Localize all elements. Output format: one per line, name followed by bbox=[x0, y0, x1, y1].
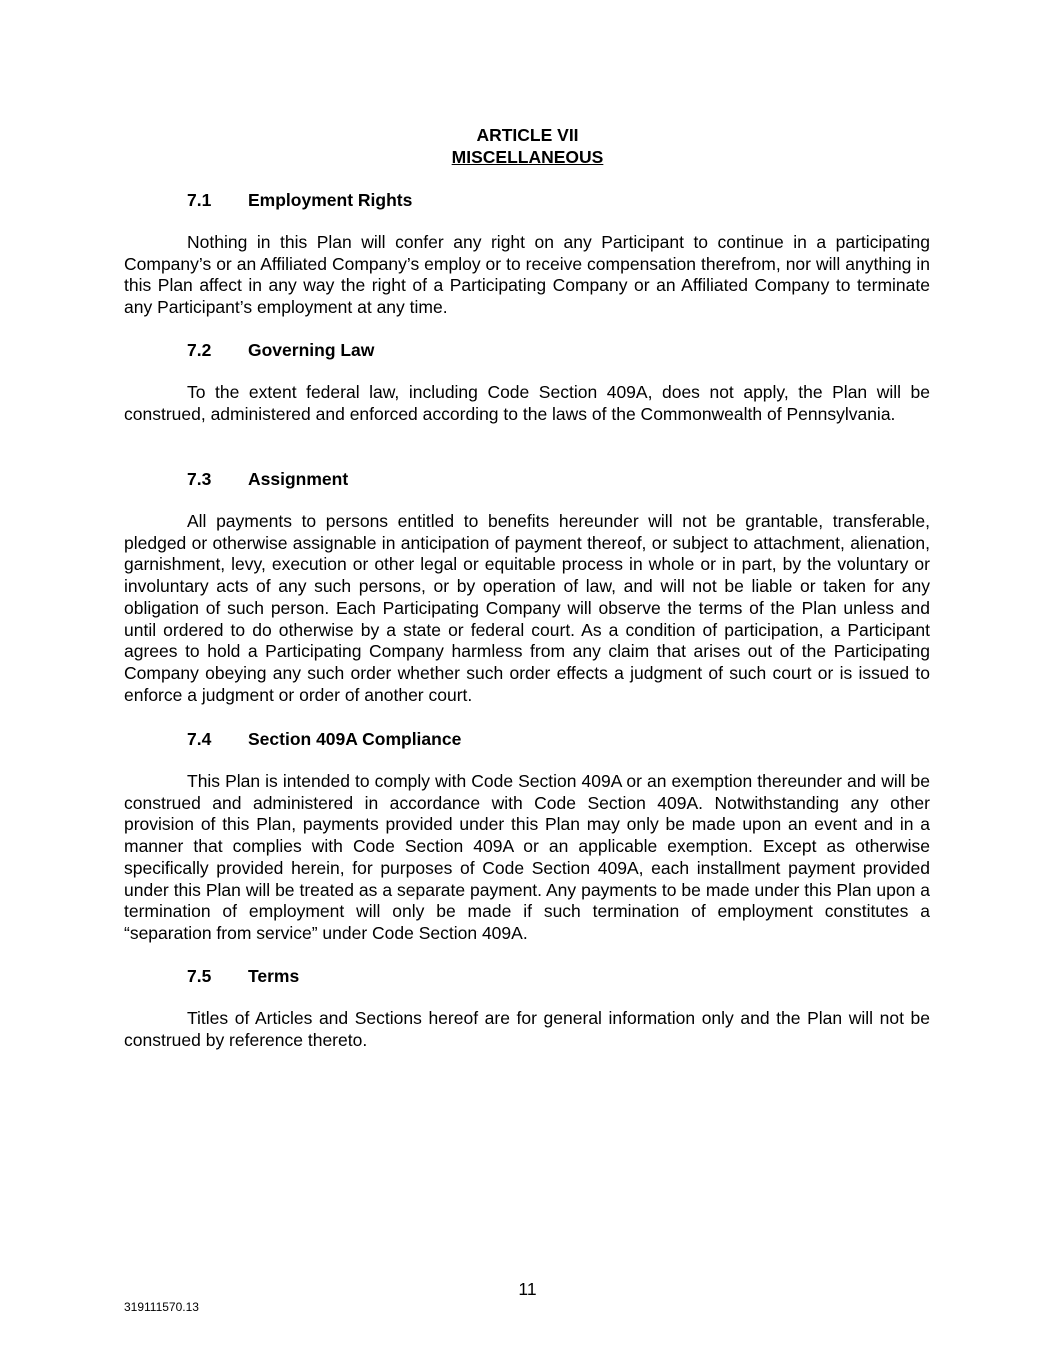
section-heading-7-1 bbox=[187, 189, 412, 211]
page-number: 11 bbox=[518, 1279, 537, 1299]
section-title: Governing Law bbox=[248, 340, 375, 360]
section-title: Assignment bbox=[248, 469, 349, 489]
section-body-7-1: Nothing in this Plan will confer any right on any Participant to continue in a participating Company’s or an Affiliated Company’s employ or to receive compensation therefrom, nor will anything in this Plan affect in any way the right of a Participating Company or an Affiliated Company to terminate any Participant’s employment at any time. bbox=[124, 232, 930, 318]
section-heading-7-2 bbox=[187, 339, 374, 361]
section-heading-7-3 bbox=[187, 468, 348, 490]
section-body-7-4: This Plan is intended to comply with Code Section 409A or an exemption thereunder and will be construed and administered in accordance with Code Section 409A. Notwithstanding any other provision of this Plan, payments provided under this Plan may only be made upon an event and in a manner that complies with Code Section 409A or an applicable exemption. Except as otherwise specifically provided herein, for purposes of Code Section 409A, each installment payment provided under this Plan will be treated as a separate payment. Any payments to be made under this Plan upon a termination of employment will only be made if such termination of employment constitutes a “separation from service” under Code Section 409A. bbox=[124, 771, 930, 943]
section-number: 7.4 bbox=[187, 729, 212, 749]
section-number: 7.3 bbox=[187, 469, 212, 489]
section-heading-7-5 bbox=[187, 965, 299, 987]
section-heading-7-4 bbox=[187, 728, 461, 750]
section-title: Terms bbox=[248, 966, 300, 986]
section-body-7-2: To the extent federal law, including Code Section 409A, does not apply, the Plan will be construed, administered and enforced according to the laws of the Commonwealth of Pennsylvania. bbox=[124, 382, 930, 424]
section-body-7-5: Titles of Articles and Sections hereof are for general information only and the Plan will not be construed by reference thereto. bbox=[124, 1008, 930, 1050]
section-number: 7.5 bbox=[187, 966, 212, 986]
section-number: 7.2 bbox=[187, 340, 212, 360]
article-subtitle: MISCELLANEOUS bbox=[451, 147, 604, 167]
section-title: Section 409A Compliance bbox=[248, 729, 462, 749]
section-body-7-3: All payments to persons entitled to benefits hereunder will not be grantable, transferable, pledged or otherwise assignable in anticipation of payment thereof, or subject to attachment, alienation, garnishment, levy, execution or other legal or equitable process in whole or in part, by the voluntary or involuntary acts of any such persons, or by operation of law, and will not be liable or taken for any obligation of such person. Each Participating Company will observe the terms of the Plan unless and until ordered to do otherwise by a state or federal court. As a condition of participation, a Participant agrees to hold a Participating Company harmless from any claim that arises out of the Participating Company obeying any such order whether such order effects a judgment of such court or is issued to enforce a judgment or order of another court. bbox=[124, 511, 930, 705]
document-id: 319111570.13 bbox=[124, 1300, 199, 1314]
section-title: Employment Rights bbox=[248, 190, 413, 210]
article-title: ARTICLE VII bbox=[476, 125, 579, 145]
section-number: 7.1 bbox=[187, 190, 212, 210]
article-header bbox=[0, 124, 1055, 168]
